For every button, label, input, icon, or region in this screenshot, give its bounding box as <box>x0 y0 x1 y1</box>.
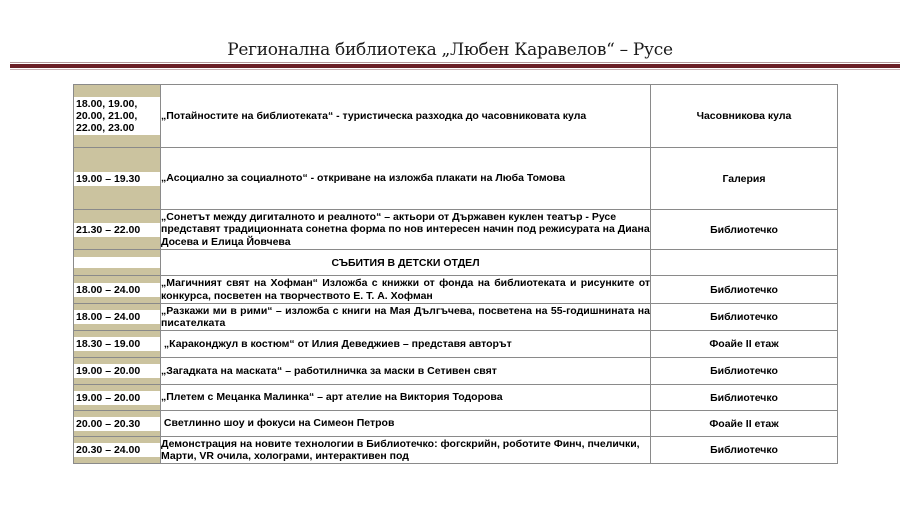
event-cell: „Асоциално за социалното“ - откриване на изложба плакати на Люба Томова <box>161 148 651 210</box>
table-row <box>74 276 838 304</box>
event-cell: „Магичният свят на Хофман“ Изложба с книжки от фонда на библиотеката и рисунките от конкурса, посветен на творчеството Е. Т. А. Хофман <box>161 277 650 302</box>
page-header-title: Регионална библиотека „Любен Каравелов“ – Русе <box>227 40 673 60</box>
event-cell: „Плетем с Мецанка Малинка“ – арт ателие на Виктория Тодорова <box>161 385 651 411</box>
time-value: 18.00 – 24.00 <box>74 283 160 297</box>
time-value: 18.30 – 19.00 <box>74 337 160 351</box>
table-row <box>74 85 838 148</box>
section-row <box>74 250 838 276</box>
table-row <box>74 358 838 385</box>
table-row <box>74 385 838 411</box>
place-cell-empty <box>651 250 838 276</box>
place-cell: Библиотечко <box>651 358 838 385</box>
place-cell: Библиотечко <box>651 210 838 250</box>
place-cell: Библиотечко <box>651 304 838 331</box>
event-cell: „Сонетът между дигиталното и реалното“ – актьори от Държавен куклен театър - Русе представят традиционната сонетна форма по нов интересен начин под режисурата на Диана Досева и Елица Йовчева <box>161 210 650 248</box>
place-cell: Часовникова кула <box>651 85 838 148</box>
events-table <box>73 84 838 464</box>
time-cell <box>74 358 161 385</box>
event-cell: Демонстрация на новите технологии в Библиотечко: фогскрийн, роботите Финч, пчелички, Марти, VR очила, холограми, интерактивен под <box>161 437 651 464</box>
time-value: 18.00 – 24.00 <box>74 310 160 324</box>
time-cell <box>74 385 161 411</box>
table-row <box>74 437 838 464</box>
table-row <box>74 148 838 210</box>
table-row <box>74 304 838 331</box>
place-cell: Библиотечко <box>651 437 838 464</box>
place-cell: Галерия <box>651 148 838 210</box>
place-cell: Библиотечко <box>651 276 838 304</box>
time-cell <box>74 331 161 358</box>
time-cell <box>74 276 161 304</box>
time-value: 18.00, 19.00, 20.00, 21.00, 22.00, 23.00 <box>74 97 160 135</box>
header-rule-top <box>10 62 900 63</box>
time-value: 20.30 – 24.00 <box>74 443 160 457</box>
place-cell: Фоайе II етаж <box>651 331 838 358</box>
time-cell <box>74 210 161 250</box>
event-cell: „Караконджул в костюм“ от Илия Деведжиев – представя авторът <box>161 331 651 358</box>
time-value: 19.00 – 20.00 <box>74 364 160 378</box>
event-cell: „Потайностите на библиотеката“ - туристическа разходка до часовниковата кула <box>161 85 651 148</box>
table-row <box>74 210 838 250</box>
time-cell <box>74 148 161 210</box>
event-cell: „Загадката на маската“ – работилничка за маски в Сетивен свят <box>161 358 651 385</box>
time-cell <box>74 437 161 464</box>
time-cell <box>74 304 161 331</box>
place-cell: Библиотечко <box>651 385 838 411</box>
time-cell <box>74 85 161 148</box>
empty-time-box <box>74 257 160 268</box>
time-cell <box>74 250 161 276</box>
time-cell <box>74 411 161 437</box>
section-title: СЪБИТИЯ В ДЕТСКИ ОТДЕЛ <box>161 250 651 276</box>
event-cell: „Разкажи ми в рими“ – изложба с книги на Мая Дългъчева, посветена на 55-годишнината на писателката <box>161 304 650 329</box>
time-value: 19.00 – 19.30 <box>74 172 160 186</box>
time-value: 20.00 – 20.30 <box>74 417 160 431</box>
table-row <box>74 411 838 437</box>
table-row <box>74 331 838 358</box>
header-rule-bottom <box>10 69 900 70</box>
time-value: 19.00 – 20.00 <box>74 391 160 405</box>
place-cell: Фоайе II етаж <box>651 411 838 437</box>
event-cell: Светлинно шоу и фокуси на Симеон Петров <box>161 411 651 437</box>
header-rule <box>10 64 900 68</box>
time-value: 21.30 – 22.00 <box>74 223 160 237</box>
